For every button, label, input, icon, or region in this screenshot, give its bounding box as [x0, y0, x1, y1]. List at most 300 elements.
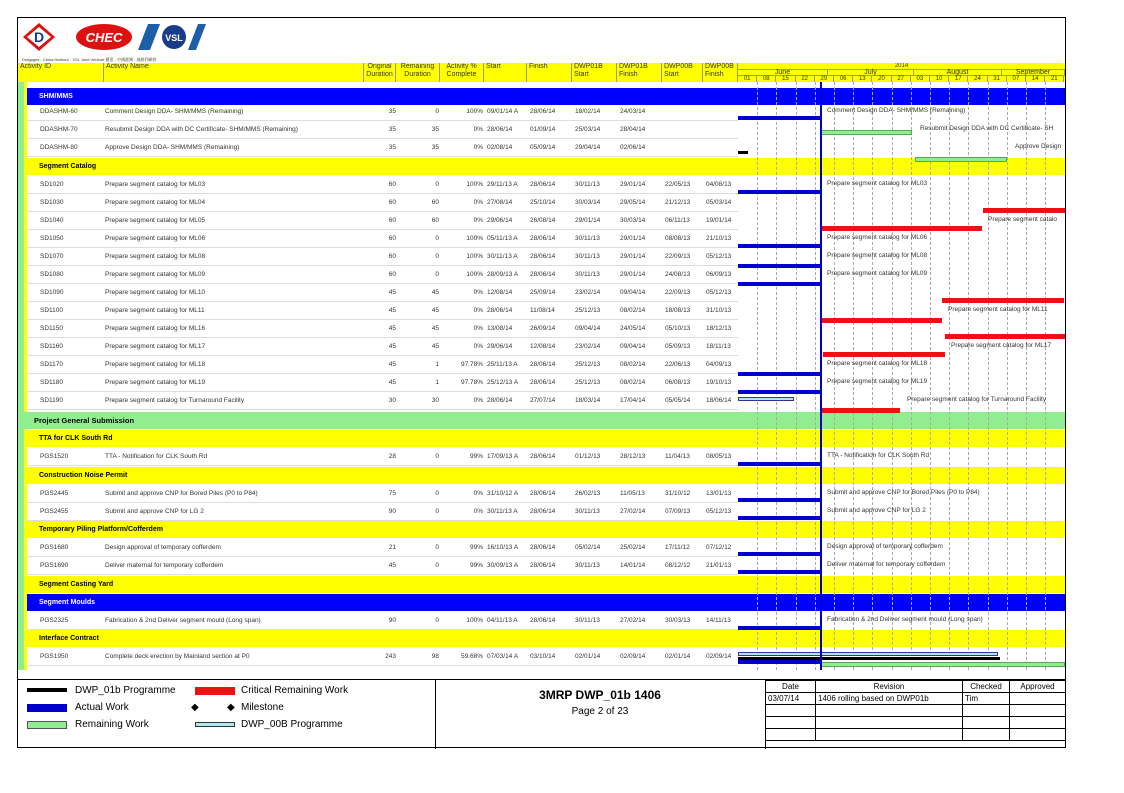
dwp00b-finish: 04/09/13: [706, 361, 732, 368]
table-row[interactable]: [27, 266, 738, 284]
dwp01b-finish: 27/02/14: [620, 508, 646, 515]
dwp00b-finish: 08/05/13: [706, 453, 732, 460]
percent-complete: 59.68%: [460, 653, 483, 660]
start-date: 12/08/14: [487, 289, 513, 296]
gantt-bar-label: Prepare segment catalog for ML18: [827, 360, 928, 367]
col-activity-complete[interactable]: Activity % Complete: [440, 63, 484, 82]
gantt-bar-label: Approve Design: [1015, 143, 1062, 150]
group-header[interactable]: SHM/MMS: [27, 88, 738, 105]
rev-empty: [766, 717, 816, 729]
table-row[interactable]: [27, 194, 738, 212]
original-duration: 35: [388, 108, 396, 115]
start-date: 29/06/14: [487, 343, 513, 350]
gantt-bar-actual[interactable]: [738, 516, 820, 520]
gantt-gridline: [968, 82, 969, 670]
table-row[interactable]: [27, 539, 738, 557]
gantt-bar-remain[interactable]: [915, 157, 1007, 162]
gantt-bar-actual[interactable]: [738, 552, 820, 556]
vsl-logo: [138, 22, 206, 52]
start-date: 28/06/14: [487, 126, 513, 133]
timeline-week: 06: [834, 76, 853, 82]
finish-date: 28/06/14: [530, 361, 556, 368]
remaining-duration: 0: [435, 508, 439, 515]
col-remaining-duration[interactable]: Remaining Duration: [396, 63, 440, 82]
finish-date: 26/09/14: [530, 325, 556, 332]
activity-name: Prepare segment catalog for ML10: [105, 289, 206, 296]
gantt-bar-actual[interactable]: [738, 282, 820, 286]
dwp00b-start: 24/08/13: [665, 271, 691, 278]
gantt-bar-crit[interactable]: [820, 226, 982, 231]
timeline-week: 07: [1007, 76, 1026, 82]
dwp00b-start: [665, 103, 706, 121]
finish-date: 28/06/14: [530, 108, 556, 115]
group-header[interactable]: TTA for CLK South Rd: [27, 430, 738, 447]
dwp01b-start: 23/02/14: [575, 289, 601, 296]
activity-id: SD1050: [40, 235, 64, 242]
dwp00b-start: 22/05/13: [665, 181, 691, 188]
col-activity-id[interactable]: Activity ID: [18, 63, 104, 82]
gantt-bar-label: Submit and approve CNP for Bored Piles (P0 to P84): [827, 489, 980, 496]
activity-id: PGS2325: [40, 617, 69, 624]
table-row[interactable]: [27, 302, 738, 320]
gantt-group-band: [738, 412, 1065, 429]
gantt-bar-actual[interactable]: [738, 244, 820, 248]
gantt-bar-label: Prepare segment catalog for ML06: [827, 234, 928, 241]
dwp00b-finish: 21/10/13: [706, 235, 732, 242]
activity-id: PGS1520: [40, 453, 69, 460]
gantt-bar-actual[interactable]: [738, 498, 820, 502]
dwp01b-start: 30/11/13: [575, 271, 600, 278]
gantt-gridline: [1045, 82, 1046, 670]
remaining-duration: 98: [431, 653, 439, 660]
col-dwp00b-start[interactable]: DWP00B Start: [662, 63, 703, 82]
dwp00b-start: 21/12/13: [665, 199, 691, 206]
start-date: 09/01/14 A: [487, 108, 519, 115]
remaining-duration: 1: [435, 379, 439, 386]
gantt-bar-actual[interactable]: [738, 570, 820, 574]
gantt-bar-label: Comment Design DDA- SHM/MMS (Remaining): [827, 107, 966, 114]
dwp01b-start: 29/01/14: [575, 217, 601, 224]
activity-name: Prepare segment catalog for ML08: [105, 253, 206, 260]
activity-id: DDASHM-70: [40, 126, 78, 133]
dwp00b-start: [665, 139, 706, 157]
gantt-bar-dwp[interactable]: [738, 397, 794, 401]
gantt-bar-actual[interactable]: [738, 462, 820, 466]
finish-date: 25/09/14: [530, 289, 556, 296]
percent-complete: 0%: [473, 508, 483, 515]
start-date: 28/09/13 A: [487, 271, 519, 278]
col-finish[interactable]: Finish: [527, 63, 572, 82]
start-date: 30/11/13 A: [487, 508, 518, 515]
gantt-bar-crit[interactable]: [820, 318, 942, 323]
original-duration: 45: [388, 343, 396, 350]
legend-critical-swatch: [195, 687, 235, 695]
table-row[interactable]: [27, 485, 738, 503]
table-row[interactable]: [27, 612, 738, 630]
dwp01b-finish: 08/02/14: [620, 361, 646, 368]
finish-date: 28/06/14: [530, 181, 556, 188]
gantt-bar-actual[interactable]: [738, 116, 820, 120]
remaining-duration: 0: [435, 235, 439, 242]
dwp00b-start: 11/04/13: [665, 453, 690, 460]
dwp01b-start: 30/11/13: [575, 508, 600, 515]
original-duration: 60: [388, 271, 396, 278]
activity-name: Prepare segment catalog for Turnaround Facility: [105, 397, 245, 404]
dwp00b-start: 22/09/13: [665, 289, 691, 296]
timeline-week: 08: [757, 76, 776, 82]
dwp01b-start: 05/02/14: [575, 544, 601, 551]
gantt-gridline: [1007, 82, 1008, 670]
remaining-duration: 0: [435, 490, 439, 497]
remaining-duration: 1: [435, 361, 439, 368]
timeline-week: 24: [968, 76, 987, 82]
finish-date: 03/10/14: [530, 653, 556, 660]
percent-complete: 97.78%: [460, 379, 483, 386]
table-row[interactable]: [27, 356, 738, 374]
gantt-bar-remain[interactable]: [820, 130, 912, 135]
table-row[interactable]: [27, 284, 738, 302]
dwp00b-start: 05/09/13: [665, 343, 691, 350]
percent-complete: 0%: [473, 144, 483, 151]
gantt-bar-label: Prepare segment catalog for ML11: [948, 306, 1048, 313]
remaining-duration: 0: [435, 271, 439, 278]
activity-name: Prepare segment catalog for ML11: [105, 307, 205, 314]
finish-date: 28/06/14: [530, 544, 556, 551]
dwp00b-finish: 04/08/13: [706, 181, 732, 188]
dwp00b-finish: 31/10/13: [706, 307, 732, 314]
timeline-month: July: [828, 70, 914, 76]
gantt-bar-actual[interactable]: [738, 264, 820, 268]
rev-empty: [963, 717, 1010, 729]
table-row[interactable]: [27, 320, 738, 338]
activity-id: SD1080: [40, 271, 64, 278]
dwp00b-finish: [706, 139, 738, 157]
gantt-bar-actual[interactable]: [738, 626, 820, 630]
original-duration: 45: [388, 325, 396, 332]
activity-id: SD1020: [40, 181, 64, 188]
percent-complete: 100%: [466, 271, 483, 278]
logo-d-letter: D: [33, 29, 45, 45]
start-date: 28/06/14: [487, 307, 513, 314]
activity-name: Comment Design DDA- SHM/MMS (Remaining): [105, 108, 244, 115]
logo-caption: Dragages - China Harbour - VSL Joint Venture 寶嘉 - 中國港灣 - 威勝利聯營: [22, 57, 157, 62]
gantt-gridline: [1026, 82, 1027, 670]
start-date: 29/06/14: [487, 217, 513, 224]
start-date: 04/11/13 A: [487, 617, 518, 624]
dwp00b-start: 22/09/13: [665, 253, 691, 260]
gantt-bar-label: Prepare segment catalog for ML09: [827, 270, 928, 277]
dwp01b-finish: 08/02/14: [620, 379, 646, 386]
dwp00b-finish: 18/11/13: [706, 343, 731, 350]
dwp00b-start: 22/06/13: [665, 361, 691, 368]
dwp00b-finish: 18/06/14: [706, 397, 732, 404]
dwp01b-finish: 09/04/14: [620, 289, 646, 296]
gantt-bar-label: Resubmit Design DDA with DC Certificate- SH: [920, 125, 1054, 132]
activity-name: Prepare segment catalog for ML03: [105, 181, 206, 188]
remaining-duration: 60: [431, 217, 439, 224]
activity-id: DDASHM-60: [40, 108, 78, 115]
gantt-group-band: [738, 430, 1065, 447]
gantt-bar-remain[interactable]: [820, 662, 1065, 667]
dwp01b-finish: 28/12/13: [620, 453, 646, 460]
remaining-duration: 45: [431, 325, 439, 332]
table-row[interactable]: [27, 248, 738, 266]
remaining-duration: 0: [435, 108, 439, 115]
gantt-bar-actual[interactable]: [738, 390, 820, 394]
original-duration: 60: [388, 181, 396, 188]
finish-date: 28/06/14: [530, 453, 556, 460]
dwp01b-finish: 14/01/14: [620, 562, 646, 569]
col-dwp00b-finish[interactable]: DWP00B Finish: [703, 63, 738, 82]
gantt-group-band: [738, 594, 1065, 611]
start-date: 17/09/13 A: [487, 453, 519, 460]
table-row[interactable]: [27, 139, 738, 157]
dragages-logo: [22, 22, 56, 52]
original-duration: 35: [388, 126, 396, 133]
finish-date: 28/06/14: [530, 562, 556, 569]
finish-date: 28/06/14: [530, 271, 556, 278]
original-duration: 45: [388, 379, 396, 386]
dwp01b-start: 25/12/13: [575, 379, 601, 386]
group-header[interactable]: Project General Submission: [18, 412, 738, 429]
activity-name: Prepare segment catalog for ML17: [105, 343, 206, 350]
table-row[interactable]: [27, 338, 738, 356]
dwp01b-finish: 24/03/14: [620, 108, 646, 115]
finish-date: 26/08/14: [530, 217, 556, 224]
chec-logo: [74, 22, 134, 52]
activity-id: SD1070: [40, 253, 64, 260]
col-dwp01b-finish[interactable]: DWP01B Finish: [617, 63, 662, 82]
dwp00b-start: 02/01/14: [665, 653, 691, 660]
percent-complete: 0%: [473, 397, 483, 404]
group-header[interactable]: Construction Noise Permit: [27, 467, 738, 484]
activity-name: Complete deck erection by Mainland section at P0: [105, 653, 250, 660]
gantt-gridline: [776, 82, 777, 670]
activity-name: Prepare segment catalog for ML05: [105, 217, 206, 224]
gantt-bar-label: Prepare segment catalog for ML08: [827, 252, 928, 259]
gantt-gridline: [853, 82, 854, 670]
percent-complete: 99%: [469, 562, 483, 569]
col-start[interactable]: Start: [484, 63, 527, 82]
percent-complete: 0%: [473, 343, 483, 350]
dwp00b-start: 05/10/13: [665, 325, 691, 332]
gantt-bar-actual[interactable]: [738, 190, 820, 194]
rev-header-approved: Approved: [1010, 681, 1066, 693]
dwp00b-finish: 06/09/13: [706, 271, 732, 278]
col-activity-name[interactable]: Activity Name: [104, 63, 364, 82]
dwp01b-start: 01/12/13: [575, 453, 601, 460]
page-number: Page 2 of 23: [571, 706, 629, 717]
rev-checked: Tim: [963, 693, 1010, 705]
start-date: 05/11/13 A: [487, 235, 518, 242]
col-original-duration[interactable]: Original Duration: [364, 63, 396, 82]
dwp01b-start: 02/01/14: [575, 653, 601, 660]
gantt-bar-actual[interactable]: [738, 372, 820, 376]
milestone-diamond-icon: ◆: [191, 702, 199, 713]
finish-date: 12/08/14: [530, 343, 556, 350]
gantt-bar-prog[interactable]: [738, 151, 748, 154]
gantt-bar-dwp[interactable]: [738, 652, 998, 656]
percent-complete: 0%: [473, 490, 483, 497]
dwp01b-start: 30/11/13: [575, 562, 600, 569]
dwp01b-finish: 30/03/14: [620, 217, 646, 224]
finish-date: 28/06/14: [530, 253, 556, 260]
table-row[interactable]: [27, 648, 738, 666]
table-row[interactable]: [27, 392, 738, 410]
gantt-group-band: [738, 158, 1065, 175]
dwp00b-finish: 13/01/13: [706, 490, 732, 497]
legend-dwp00b-swatch: [195, 722, 235, 727]
timeline-week: 21: [1045, 76, 1064, 82]
gantt-bar-label: Prepare segment catalog for ML17: [951, 342, 1052, 349]
start-date: 28/06/14: [487, 397, 513, 404]
start-date: 25/12/13 A: [487, 379, 519, 386]
legend-actual: Actual Work: [75, 702, 129, 713]
dwp01b-finish: 29/01/14: [620, 235, 646, 242]
rev-empty: [766, 705, 816, 717]
original-duration: 60: [388, 217, 396, 224]
dwp00b-finish: [706, 121, 738, 139]
finish-date: 05/09/14: [530, 144, 556, 151]
revision-table: [765, 680, 1066, 749]
group-header[interactable]: Temporary Piling Platform/Cofferdem: [27, 521, 738, 538]
dwp00b-finish: 19/10/13: [706, 379, 732, 386]
timeline-week: 22: [796, 76, 815, 82]
table-row[interactable]: [27, 103, 738, 121]
table-row[interactable]: [27, 212, 738, 230]
dwp00b-finish: 05/12/13: [706, 289, 732, 296]
percent-complete: 0%: [473, 126, 483, 133]
activity-id: SD1180: [40, 379, 64, 386]
gantt-chart-area: [738, 82, 1065, 670]
dwp01b-finish: 02/06/14: [620, 144, 646, 151]
gantt-gridline: [757, 82, 758, 670]
title-box: [435, 680, 766, 749]
gantt-bar-crit[interactable]: [945, 334, 1065, 339]
table-row[interactable]: [27, 121, 738, 139]
gantt-bar-label: Prepare segment catalo: [988, 216, 1058, 223]
timeline-week: 27: [892, 76, 911, 82]
gantt-bar-label: Design approval of temporary cofferdem: [827, 543, 943, 550]
start-date: 27/08/14: [487, 199, 513, 206]
activity-id: SD1030: [40, 199, 64, 206]
gantt-gridline: [949, 82, 950, 670]
rev-date: 03/07/14: [766, 693, 816, 705]
original-duration: 45: [388, 307, 396, 314]
dwp01b-start: 25/12/13: [575, 361, 601, 368]
dwp00b-finish: 18/12/13: [706, 325, 732, 332]
gantt-bar-actual[interactable]: [738, 660, 820, 664]
timeline-week: 15: [776, 76, 795, 82]
percent-complete: 100%: [466, 108, 483, 115]
dwp01b-finish: 09/04/14: [620, 343, 646, 350]
gantt-bar-crit[interactable]: [942, 298, 1064, 303]
gantt-bar-crit[interactable]: [823, 352, 945, 357]
dwp01b-finish: 02/09/14: [620, 653, 646, 660]
gantt-gridline: [796, 82, 797, 670]
group-header[interactable]: Segment Catalog: [27, 158, 738, 175]
legend-programme-swatch: [27, 688, 67, 692]
legend-critical: Critical Remaining Work: [241, 685, 349, 696]
gantt-gridline: [834, 82, 835, 670]
table-row[interactable]: [27, 503, 738, 521]
gantt-gridline: [988, 82, 989, 670]
dwp01b-start: 30/11/13: [575, 617, 600, 624]
percent-complete: 99%: [469, 544, 483, 551]
dwp01b-finish: 28/04/14: [620, 126, 646, 133]
legend-remaining: Remaining Work: [75, 719, 149, 730]
activity-id: SD1150: [40, 325, 64, 332]
rev-header-checked: Checked: [963, 681, 1010, 693]
dwp00b-finish: 05/03/14: [706, 199, 732, 206]
table-row[interactable]: [27, 374, 738, 392]
dwp00b-finish: 05/12/13: [706, 253, 732, 260]
legend: [17, 680, 436, 749]
table-row[interactable]: [27, 176, 738, 194]
gantt-bar-label: TTA - Notification for CLK South Rd: [827, 452, 930, 459]
timeline-week: 01: [738, 76, 757, 82]
dwp00b-start: 05/05/14: [665, 397, 691, 404]
start-date: 30/11/13 A: [487, 253, 518, 260]
finish-date: 11/08/14: [530, 307, 555, 314]
group-header[interactable]: Interface Contract: [27, 630, 738, 647]
table-row[interactable]: [27, 230, 738, 248]
dwp01b-start: 25/12/13: [575, 307, 601, 314]
legend-actual-swatch: [27, 704, 67, 712]
percent-complete: 0%: [473, 199, 483, 206]
legend-milestone: Milestone: [241, 702, 284, 713]
dwp01b-finish: 24/05/14: [620, 325, 646, 332]
percent-complete: 100%: [466, 617, 483, 624]
finish-date: 27/07/14: [530, 397, 556, 404]
remaining-duration: 30: [431, 397, 439, 404]
table-row[interactable]: [27, 448, 738, 466]
layout-title: 3MRP DWP_01b 1406: [539, 688, 661, 702]
dwp00b-start: 08/12/12: [665, 562, 691, 569]
gantt-group-band: [738, 576, 1065, 593]
percent-complete: 100%: [466, 253, 483, 260]
start-date: 02/08/14: [487, 144, 513, 151]
activity-id: PGS2445: [40, 490, 69, 497]
dwp00b-finish: [706, 103, 738, 121]
remaining-duration: 45: [431, 343, 439, 350]
col-dwp01b-start[interactable]: DWP01B Start: [572, 63, 617, 82]
dwp01b-finish: 08/02/14: [620, 307, 646, 314]
timeline-week: 20: [872, 76, 891, 82]
dwp01b-start: 09/04/14: [575, 325, 601, 332]
timeline-month: August: [914, 70, 1002, 76]
gantt-bar-label: Deliver maternal for temporary cofferdem: [827, 561, 946, 568]
gantt-bar-crit[interactable]: [820, 408, 900, 413]
dwp01b-start: 30/11/13: [575, 235, 600, 242]
gantt-bar-label: Prepare segment catalog for Turnaround Facility: [907, 396, 1047, 403]
finish-date: 28/06/14: [530, 508, 556, 515]
group-header[interactable]: Segment Casting Yard: [27, 576, 738, 593]
rev-empty: [816, 705, 963, 717]
gantt-bar-crit[interactable]: [983, 208, 1065, 213]
rev-empty: [1010, 717, 1066, 729]
gantt-group-band: [738, 467, 1065, 484]
original-duration: 45: [388, 289, 396, 296]
group-header[interactable]: Segment Moulds: [27, 594, 738, 611]
rev-empty: [1010, 729, 1066, 741]
original-duration: 90: [388, 617, 396, 624]
remaining-duration: 0: [435, 253, 439, 260]
percent-complete: 97.78%: [460, 361, 483, 368]
activity-id: DDASHM-80: [40, 144, 78, 151]
dwp01b-start: 29/04/14: [575, 144, 601, 151]
table-row[interactable]: [27, 557, 738, 575]
